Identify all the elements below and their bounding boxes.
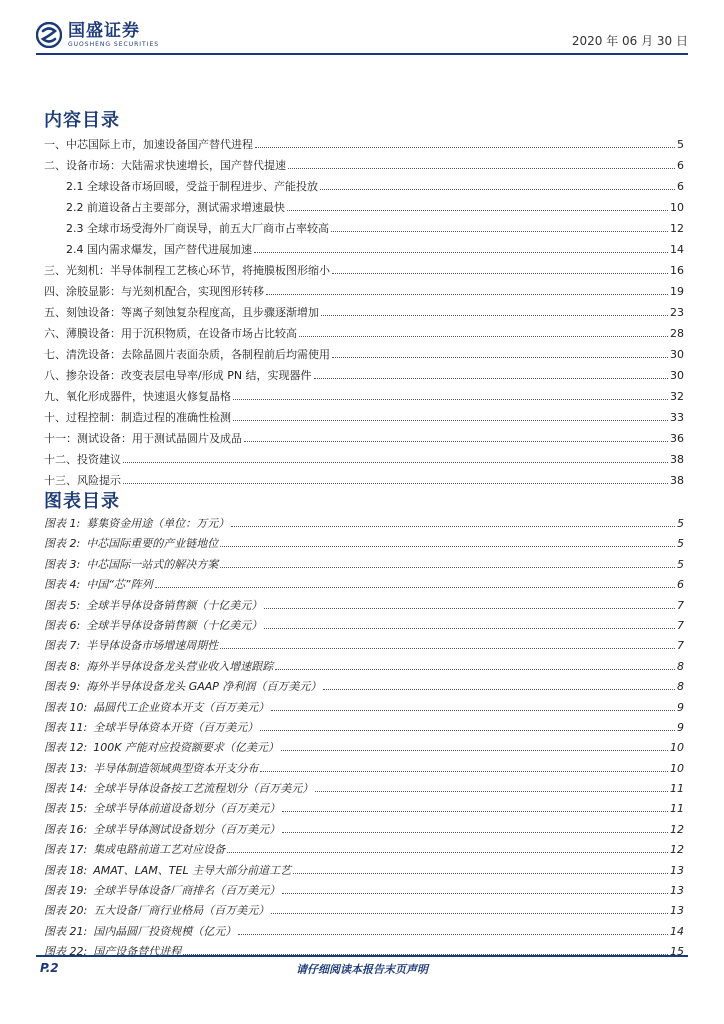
figure-entry-title: [44, 821, 280, 837]
page-ref: 9: [677, 720, 684, 734]
figure-entry-title: [44, 902, 269, 918]
dot-leader: [233, 399, 668, 400]
page-ref: 11: [670, 782, 684, 796]
dot-leader: [155, 587, 675, 588]
toc-entry[interactable]: [44, 451, 684, 472]
page-ref: 7: [677, 639, 684, 653]
page-ref: 8: [677, 680, 684, 694]
toc-subentry[interactable]: [44, 220, 684, 241]
figure-label: 图表 10:: [44, 700, 88, 714]
figure-label: 图表 13:: [44, 761, 88, 775]
toc-entry[interactable]: [44, 346, 684, 367]
figure-entry[interactable]: [44, 576, 684, 596]
dot-leader: [254, 252, 668, 253]
figures-list: [44, 515, 684, 964]
page-ref: 28: [670, 327, 684, 340]
figure-caption: 半导体制造领域典型资本开支分布: [93, 761, 259, 775]
figure-caption: 半导体设备市场增速周期性: [86, 639, 219, 653]
page-header: [36, 18, 688, 58]
toc-entry[interactable]: [44, 430, 684, 451]
toc-entry[interactable]: [44, 304, 684, 325]
figure-label: 图表 18:: [44, 863, 88, 877]
figure-caption: 100K 产能对应投资额要求（亿美元）: [93, 741, 279, 755]
page-ref: 8: [677, 659, 684, 673]
figure-entry[interactable]: [44, 760, 684, 780]
figure-label: 图表 16:: [44, 822, 88, 836]
figure-caption: 募集资金用途（单位：万元）: [86, 517, 230, 530]
page-ref: 12: [670, 822, 684, 836]
figure-label: 图表 11:: [44, 720, 88, 734]
page-number: P.2: [40, 961, 59, 975]
page-ref: 6: [677, 159, 684, 172]
figure-label: 图表 5:: [44, 598, 81, 612]
dot-leader: [321, 315, 668, 316]
dot-leader: [264, 628, 675, 629]
dot-leader: [238, 934, 668, 935]
dot-leader: [287, 210, 668, 211]
figure-caption: 国产设备替代进程: [93, 945, 182, 959]
dot-leader: [255, 147, 675, 148]
figure-caption: 全球半导体设备按工艺流程划分（百万美元）: [93, 782, 314, 796]
figure-entry-title: [44, 923, 236, 939]
figure-caption: 全球半导体资本开资（百万美元）: [93, 720, 259, 734]
figure-entry[interactable]: [44, 800, 684, 820]
figure-entry[interactable]: [44, 780, 684, 800]
toc-subentry[interactable]: [44, 241, 684, 262]
figure-entry[interactable]: [44, 699, 684, 719]
toc-subentry[interactable]: [44, 199, 684, 220]
figure-caption: 五大设备厂商行业格局（百万美元）: [93, 904, 270, 918]
brand-logo-icon: [36, 22, 62, 48]
figure-entry-title: [44, 699, 269, 715]
figure-entry[interactable]: [44, 597, 684, 617]
page-ref: 13: [670, 863, 684, 877]
dot-leader: [282, 893, 668, 894]
figure-label: 图表 2:: [44, 537, 81, 551]
figure-caption: 全球半导体设备销售额（十亿美元）: [86, 598, 263, 612]
dot-leader: [282, 811, 668, 812]
toc-entry[interactable]: [44, 136, 684, 157]
page-ref: 6: [677, 180, 684, 193]
dot-leader: [282, 832, 668, 833]
page-ref: 19: [670, 285, 684, 298]
toc-entry[interactable]: [44, 472, 684, 493]
figure-entry[interactable]: [44, 678, 684, 698]
figure-label: 图表 12:: [44, 741, 88, 755]
toc-subentry[interactable]: [44, 178, 684, 199]
dot-leader: [315, 791, 668, 792]
figure-label: 图表 17:: [44, 843, 88, 857]
dot-leader: [331, 231, 668, 232]
toc-entry-title: 2.3 全球市场受海外厂商误导，前五大厂商市占率较高: [66, 222, 329, 235]
figure-entry-title: [44, 658, 273, 674]
figure-entry-title: [44, 882, 280, 898]
figure-entry[interactable]: [44, 658, 684, 678]
page-ref: 9: [677, 700, 684, 714]
dot-leader: [299, 336, 668, 337]
figure-entry[interactable]: [44, 862, 684, 882]
page-ref: 10: [670, 741, 684, 755]
figure-caption: 全球半导体设备销售额（十亿美元）: [86, 618, 263, 632]
page-ref: 7: [677, 618, 684, 632]
figure-entry-title: [44, 719, 258, 735]
figure-label: 图表 7:: [44, 639, 81, 653]
page-ref: 12: [670, 843, 684, 857]
figure-label: 图表 14:: [44, 782, 88, 796]
figure-label: 图表 9:: [44, 680, 81, 694]
dot-leader: [123, 483, 668, 484]
toc-entry-title: 十一：测试设备：用于测试晶圆片及成品: [44, 432, 242, 445]
toc-entry[interactable]: [44, 283, 684, 304]
toc-entry-title: 八、掺杂设备：改变表层电导率/形成 PN 结，实现器件: [44, 369, 312, 382]
figure-entry-title: [44, 556, 218, 572]
brand-name-en: GUOSHENG SECURITIES: [68, 40, 160, 48]
page-ref: 36: [670, 432, 684, 445]
figure-caption: 全球半导体测试设备划分（百万美元）: [93, 822, 281, 836]
figure-entry[interactable]: [44, 719, 684, 739]
dot-leader: [271, 710, 675, 711]
dot-leader: [281, 750, 668, 751]
figure-caption: 晶圆代工企业资本开支（百万美元）: [93, 700, 270, 714]
page-ref: 38: [670, 474, 684, 487]
figure-label: 图表 8:: [44, 659, 81, 673]
page-ref: 30: [670, 369, 684, 382]
page-ref: 33: [670, 411, 684, 424]
figure-entry-title: [44, 535, 218, 551]
page-ref: 6: [677, 578, 684, 592]
dot-leader: [314, 378, 668, 379]
page-ref: 38: [670, 453, 684, 466]
toc-entry-title: 2.4 国内需求爆发，国产替代进展加速: [66, 243, 252, 256]
toc-entry[interactable]: [44, 388, 684, 409]
figure-label: 图表 15:: [44, 802, 88, 816]
brand-logo: [36, 18, 159, 52]
toc-entry-title: 2.2 前道设备占主要部分，测试需求增速最快: [66, 201, 285, 214]
dot-leader: [233, 420, 668, 421]
dot-leader: [271, 913, 668, 914]
header-divider: [36, 53, 688, 55]
figure-entry-title: [44, 760, 258, 776]
toc-entry[interactable]: [44, 367, 684, 388]
figure-entry-title: [44, 576, 153, 592]
page-ref: 14: [670, 924, 684, 938]
dot-leader: [260, 730, 675, 731]
figure-entry-title: [44, 841, 225, 857]
dot-leader: [332, 357, 668, 358]
page-ref: 23: [670, 306, 684, 319]
toc-entry-title: 四、涂胶显影：与光刻机配合，实现图形转移: [44, 285, 264, 298]
figure-entry-title: [44, 597, 262, 613]
figure-label: 图表 21:: [44, 924, 88, 938]
dot-leader: [320, 189, 675, 190]
figure-entry[interactable]: [44, 902, 684, 922]
figure-entry-title: [44, 862, 291, 878]
figure-caption: 中国“芯”阵列: [86, 578, 153, 592]
page-ref: 14: [670, 243, 684, 256]
figure-entry-title: [44, 617, 262, 633]
figures-title: 图表目录: [44, 491, 120, 512]
dot-leader: [293, 873, 668, 874]
dot-leader: [332, 273, 668, 274]
toc-entry-title: 五、刻蚀设备：等离子刻蚀复杂程度高，且步骤逐渐增加: [44, 306, 319, 319]
contents-title: 内容目录: [44, 110, 120, 131]
dot-leader: [227, 852, 668, 853]
dot-leader: [260, 771, 668, 772]
dot-leader: [231, 526, 675, 527]
page-ref: 15: [670, 945, 684, 959]
figure-entry[interactable]: [44, 535, 684, 555]
page-ref: 12: [670, 222, 684, 235]
toc-entry-title: 十、过程控制：制造过程的准确性检测: [44, 411, 231, 424]
contents-list: [44, 136, 684, 493]
figure-entry[interactable]: [44, 617, 684, 637]
toc-entry-title: 十三、风险提示: [44, 474, 121, 487]
figure-entry[interactable]: [44, 882, 684, 902]
toc-entry-title: 二、设备市场：大陆需求快速增长，国产替代提速: [44, 159, 286, 172]
page-ref: 5: [677, 517, 684, 530]
figure-label: 图表 20:: [44, 904, 88, 918]
page-ref: 13: [670, 904, 684, 918]
figure-caption: 国内晶圆厂投资规模（亿元）: [93, 924, 237, 938]
figure-entry[interactable]: [44, 556, 684, 576]
toc-entry-title: 十二、投资建议: [44, 453, 121, 466]
toc-entry[interactable]: [44, 409, 684, 430]
page-ref: 7: [677, 598, 684, 612]
toc-entry[interactable]: [44, 262, 684, 283]
figure-caption: 全球半导体设备厂商排名（百万美元）: [93, 884, 281, 898]
figure-caption: 海外半导体设备龙头营业收入增速跟踪: [86, 659, 274, 673]
toc-entry-title: 三、光刻机：半导体制程工艺核心环节，将掩膜板图形缩小: [44, 264, 330, 277]
toc-entry-title: 九、氧化形成器件，快速退火修复晶格: [44, 390, 231, 403]
figure-caption: AMAT、LAM、TEL 主导大部分前道工艺: [93, 863, 292, 877]
figure-label: 图表 19:: [44, 884, 88, 898]
figure-entry[interactable]: [44, 821, 684, 841]
figure-caption: 中芯国际一站式的解决方案: [86, 557, 219, 571]
page-ref: 10: [670, 201, 684, 214]
figure-entry-title: [44, 780, 313, 796]
dot-leader: [264, 608, 675, 609]
figure-entry[interactable]: [44, 637, 684, 657]
figure-entry[interactable]: [44, 515, 684, 535]
toc-entry[interactable]: [44, 157, 684, 178]
figure-label: 图表 22:: [44, 945, 88, 959]
figure-caption: 中芯国际重要的产业链地位: [86, 537, 219, 551]
report-date: 2020 年 06 月 30 日: [571, 34, 688, 48]
figure-entry-title: [44, 800, 280, 816]
toc-entry-title: 一、中芯国际上市，加速设备国产替代进程: [44, 138, 253, 151]
figure-entry[interactable]: [44, 841, 684, 861]
page-ref: 30: [670, 348, 684, 361]
toc-entry-title: 2.1 全球设备市场回暖，受益于制程进步、产能投放: [66, 180, 318, 193]
page-ref: 16: [670, 264, 684, 277]
figure-label: 图表 3:: [44, 557, 81, 571]
dot-leader: [266, 294, 668, 295]
toc-entry-title: 六、薄膜设备：用于沉积物质，在设备市场占比较高: [44, 327, 297, 340]
figure-caption: 全球半导体前道设备划分（百万美元）: [93, 802, 281, 816]
dot-leader: [220, 567, 675, 568]
page-ref: 10: [670, 761, 684, 775]
figure-caption: 海外半导体设备龙头 GAAP 净利润（百万美元）: [86, 680, 322, 694]
toc-entry-title: 七、清洗设备：去除晶圆片表面杂质，各制程前后均需使用: [44, 348, 330, 361]
dot-leader: [288, 168, 675, 169]
figure-entry-title: [44, 739, 279, 755]
figure-label: 图表 6:: [44, 618, 81, 632]
figure-entry-title: [44, 678, 321, 694]
dot-leader: [275, 669, 675, 670]
dot-leader: [220, 648, 675, 649]
brand-name-cn: 国盛证券: [68, 20, 140, 41]
figure-entry[interactable]: [44, 923, 684, 943]
page-ref: 5: [677, 138, 684, 151]
figure-label: 图表 1:: [44, 517, 81, 530]
dot-leader: [123, 462, 668, 463]
page-ref: 13: [670, 884, 684, 898]
page-ref: 32: [670, 390, 684, 403]
footer-disclaimer: 请仔细阅读本报告末页声明: [296, 963, 428, 976]
page-ref: 5: [677, 537, 684, 551]
toc-entry[interactable]: [44, 325, 684, 346]
footer-divider: [36, 955, 688, 957]
figure-caption: 集成电路前道工艺对应设备: [93, 843, 226, 857]
figure-label: 图表 4:: [44, 578, 81, 592]
figure-entry-title: [44, 637, 218, 653]
figure-entry-title: [44, 515, 229, 531]
dot-leader: [244, 441, 668, 442]
dot-leader: [220, 546, 675, 547]
figure-entry[interactable]: [44, 739, 684, 759]
page-ref: 11: [670, 802, 684, 816]
page-ref: 5: [677, 557, 684, 571]
dot-leader: [323, 689, 675, 690]
